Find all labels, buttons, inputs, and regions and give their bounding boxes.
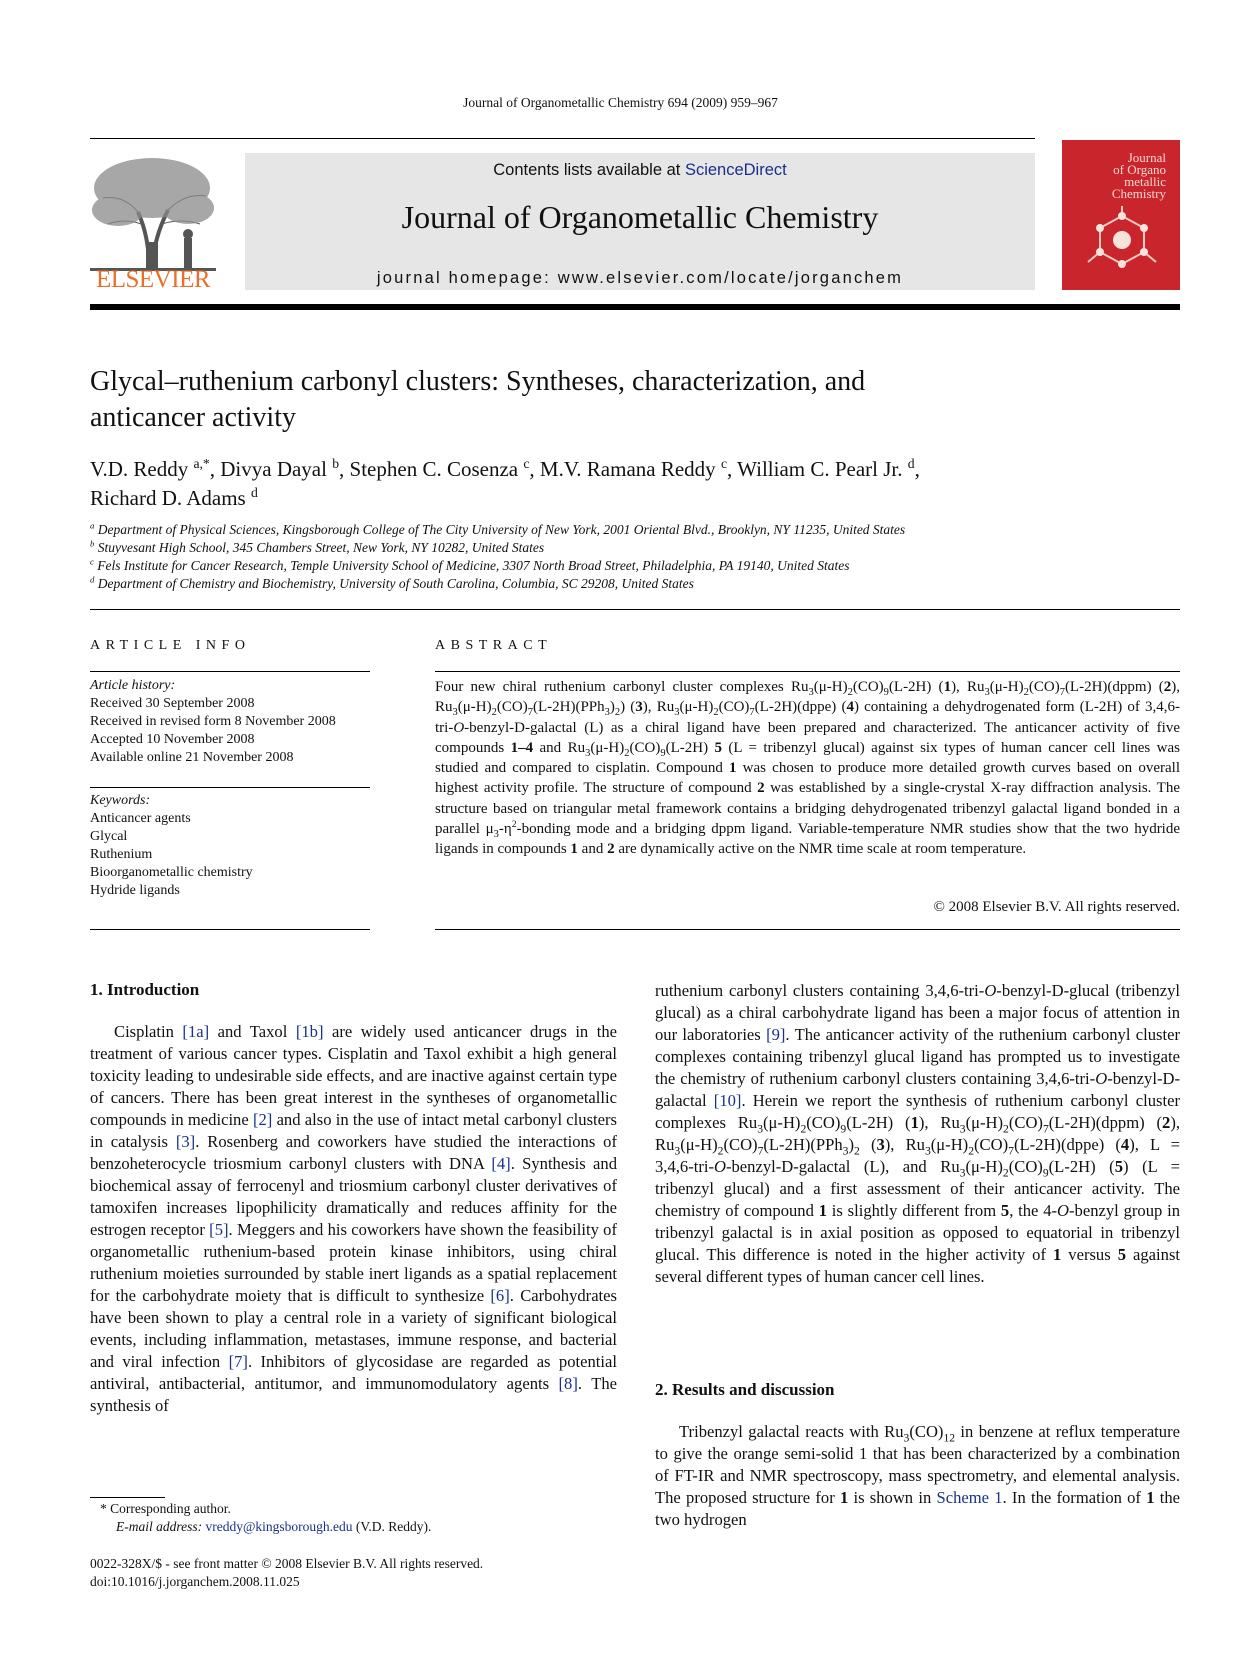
citation-link[interactable]: [1b] [295,1022,324,1041]
author-affiliation-mark: b [332,456,340,471]
abstract-rule [435,929,1180,930]
author-name: M.V. Ramana Reddy [539,457,716,481]
author-affiliation-mark: d [907,456,915,471]
affiliation-mark: a [90,520,95,531]
citation-link[interactable]: [6] [490,1286,510,1305]
affiliation-text: Department of Chemistry and Biochemistry, University of South Carolina, Columbia, SC 29208, United States [97,576,694,591]
affiliation [90,557,1180,575]
contents-line [245,161,1035,180]
footnote-rule [90,1497,165,1498]
author-name: V.D. Reddy [90,457,189,481]
affiliation-text: Stuyvesant High School, 345 Chambers Street, New York, NY 10282, United States [97,540,545,555]
header-rule [90,138,1035,139]
journal-name: Journal of Organometallic Chemistry [401,199,879,235]
affiliation [90,539,1180,557]
citation-link[interactable]: [2] [252,1110,273,1129]
info-rule [90,671,370,672]
section-heading: 2. Results and discussion [655,1380,835,1399]
abstract-text: Four new chiral ruthenium carbonyl cluster complexes $Ru_3(\mu-H)_2(CO)_9(L-2H)$ (1), $Ru_3(\mu-H)_2(CO)_7(L-2H)(dppm)$ (2), $Ru_3(\mu-H)_2(CO)_7(L-2H)(PPh_3)_2$) (3), $Ru_3(\mu-H)_2(CO)_7(L-2H)(dppe)$ (4) containing a dehydrogenated form (L-2H) of 3,4,6-tri-O-benzyl-D-galactal (L) as a chiral ligand have been prepared and characterized. The anticancer activity of five compounds 1–4 and $Ru_3(\mu-H)_2(CO)_9(L-2H)$ 5 (L = tribenzyl glucal) against six types of human cancer cell lines was studied and compared to cisplatin. Compound 1 was chosen to produce more detailed growth curves based on overall highest activity profile. The structure of compound 2 was established by a single-crystal X-ray diffraction analysis. The structure based on triangular metal framework contains a bridging dehydrogenated tribenzyl galactal ligand bonded in a parallel $\mu_3-\eta^2$-bonding mode and a bridging dppm ligand. Variable-temperature NMR studies show that the two hydride ligands in compounds 1 and 2 are dynamically active on the NMR time scale at room temperature. [435,679,1181,858]
affiliation-mark: d [90,574,95,585]
affiliation [90,521,1180,539]
article-history [90,677,375,767]
journal-homepage[interactable]: journal homepage: www.elsevier.com/locate/jorganchem [376,269,904,287]
info-rule [90,929,370,930]
affiliation-text: Department of Physical Sciences, Kingsborough College of The City University of New York, 2001 Oriental Blvd., Brooklyn, NY 11235, United States [97,522,906,537]
keyword: Anticancer agents [90,811,191,826]
affiliation [90,575,1180,593]
affiliation-rule [90,609,1180,610]
elsevier-wordmark: ELSEVIER [95,266,211,293]
title-line: anticancer activity [90,402,296,433]
cover-title [1062,152,1180,200]
citation-link[interactable]: [1a] [182,1022,210,1041]
abstract-heading: ABSTRACT [435,638,553,653]
author-affiliation-mark: d [250,485,258,500]
affiliation-text: Fels Institute for Cancer Research, Temple University School of Medicine, 3307 North Broad Street, Philadelphia, PA 19140, United States [97,558,850,573]
title-line: Glycal–ruthenium carbonyl clusters: Syntheses, characterization, and [90,366,866,397]
author-affiliation-mark: c [720,456,727,471]
molecule-icon [1082,206,1162,282]
affiliation-mark: c [90,556,94,567]
doi-line[interactable]: doi:10.1016/j.jorganchem.2008.11.025 [90,1574,300,1589]
citation-link[interactable]: [7] [228,1352,248,1371]
sciencedirect-link[interactable]: ScienceDirect [684,161,787,179]
contents-prefix: Contents lists available at [493,161,685,179]
article-title [90,364,1180,436]
history-item: Received in revised form 8 November 2008 [90,714,336,729]
keyword: Bioorganometallic chemistry [90,865,253,880]
history-item: Accepted 10 November 2008 [90,732,255,747]
citation-link[interactable]: [3] [175,1132,196,1151]
citation-link[interactable]: [5] [209,1220,229,1239]
author-affiliation-mark: c [523,456,530,471]
keyword: Ruthenium [90,847,153,862]
running-head: Journal of Organometallic Chemistry 694 (2009) 959–967 [463,95,778,110]
author-name: Richard D. Adams [90,486,246,510]
abstract-copyright: © 2008 Elsevier B.V. All rights reserved. [933,899,1180,915]
keywords [90,792,375,900]
banner-thick-rule [90,304,1180,310]
citation-link[interactable]: [8] [558,1374,578,1393]
abstract-rule [435,671,1180,672]
cover-title-line: metallic [1124,174,1166,189]
citation-link[interactable]: [9] [766,1025,786,1044]
cover-title-line: Journal [1127,150,1166,165]
citation-link[interactable]: [10] [713,1091,742,1110]
author-name: Divya Dayal [220,457,327,481]
front-matter-line: 0022-328X/$ - see front matter © 2008 Elsevier B.V. All rights reserved. [90,1556,484,1571]
author-name: Stephen C. Cosenza [349,457,519,481]
article-info-heading: ARTICLE INFO [90,638,251,653]
keyword: Hydride ligands [90,883,180,898]
history-label: Article history: [90,678,176,693]
author-list: V.D. Reddy $^{a,*}$, Divya Dayal $^b$, Stephen C. Cosenza $^c$, M.V. Ramana Reddy $^c$, William C. Pearl Jr. $^d$, Richard D. Adams $^d$ [90,456,920,510]
front-matter [90,1555,617,1591]
keyword: Glycal [90,829,128,844]
cover-title-line: of Organo [1113,162,1166,177]
results-paragraph: Tribenzyl galactal reacts with $Ru_3(CO)_{12}$ in benzene at reflux temperature to give the orange semi-solid 1 that has been characterized by a combination of FT-IR and NMR spectroscopy, mass spectrometry, and elemental analysis. The proposed structure for 1 is shown in Scheme 1. In the formation of 1 the two hydrogen [655,1422,1181,1529]
scheme-link[interactable]: Scheme 1 [936,1488,1003,1507]
author-name: William C. Pearl Jr. [737,457,903,481]
journal-cover [1062,140,1180,290]
section-heading: 1. Introduction [90,980,200,999]
keywords-label: Keywords: [90,793,151,808]
email-link[interactable]: vreddy@kingsborough.edu [205,1519,353,1534]
info-rule [90,787,370,788]
history-item: Available online 21 November 2008 [90,750,294,765]
email-line: E-mail address: vreddy@kingsborough.edu (V.D. Reddy). [116,1519,432,1534]
corresponding-line: * Corresponding author. [100,1501,231,1516]
introduction-continued: ruthenium carbonyl clusters containing 3,4,6-tri-O-benzyl-D-glucal (tribenzyl glucal) as a chiral carbohydrate ligand has been a major focus of attention in our laboratories [9]. The anticancer activity of the ruthenium carbonyl cluster complexes containing tribenzyl glucal ligand has prompted us to investigate the chemistry of ruthenium carbonyl clusters containing 3,4,6-tri-O-benzyl-D-galactal [10]. Herein we report the synthesis of ruthenium carbonyl cluster complexes $Ru_3(\mu-H)_2(CO)_9(L-2H)$ (1), $Ru_3(\mu-H)_2(CO)_7(L-2H)(dppm)$ (2), $Ru_3(\mu-H)_2(CO)_7(L-2H)(PPh_3)_2$ (3), $Ru_3(\mu-H)_2(CO)_7(L-2H)(dppe)$ (4), L = 3,4,6-tri-O-benzyl-D-galactal (L), and $Ru_3(\mu-H)_2(CO)_9(L-2H)$ (5) (L = tribenzyl glucal) and a first assessment of their anticancer activity. The chemistry of compound 1 is slightly different from 5, the 4-O-benzyl group in tribenzyl galactal is in axial position as opposed to equatorial in tribenzyl glucal. This difference is noted in the higher activity of 1 versus 5 against several different types of human cancer cell lines. [655,981,1181,1286]
affiliation-mark: b [90,538,95,549]
introduction-paragraph: Cisplatin [1a] and Taxol [1b] are widely used anticancer drugs in the treatment of various cancer types. Cisplatin and Taxol exhibit a high general toxicity leading to undesirable side effects, and are inactive against certain type of cancers. There has been great interest in the syntheses of organometallic compounds in medicine [2] and also in the use of intact metal carbonyl clusters in catalysis [3]. Rosenberg and coworkers have studied the interactions of benzoheterocycle triosmium carbonyl clusters with DNA [4]. Synthesis and biochemical assay of ferrocenyl and triosmium carbonyl cluster derivatives of tamoxifen increases lipophilicity dramatically and reduces affinity for the estrogen receptor [5]. Meggers and his coworkers have shown the feasibility of organometallic ruthenium-based protein kinase inhibitors, using chiral ruthenium moieties surrounded by stable inert ligands as a spatial replacement for the carbohydrate moiety that is difficult to synthesize [6]. Carbohydrates have been shown to play a central role in a variety of significant biological events, including inflammation, metastases, immune response, and bacterial and viral infection [7]. Inhibitors of glycosidase are regarded as potential antiviral, antibacterial, antitumor, and immunomodulatory agents [8]. The synthesis of [90,1022,618,1415]
author-affiliation-mark: a,* [193,456,210,471]
corresponding-author-footnote [90,1500,617,1536]
history-item: Received 30 September 2008 [90,696,255,711]
citation-link[interactable]: [4] [491,1154,511,1173]
journal-banner [245,153,1035,290]
cover-title-line: Chemistry [1111,186,1166,201]
